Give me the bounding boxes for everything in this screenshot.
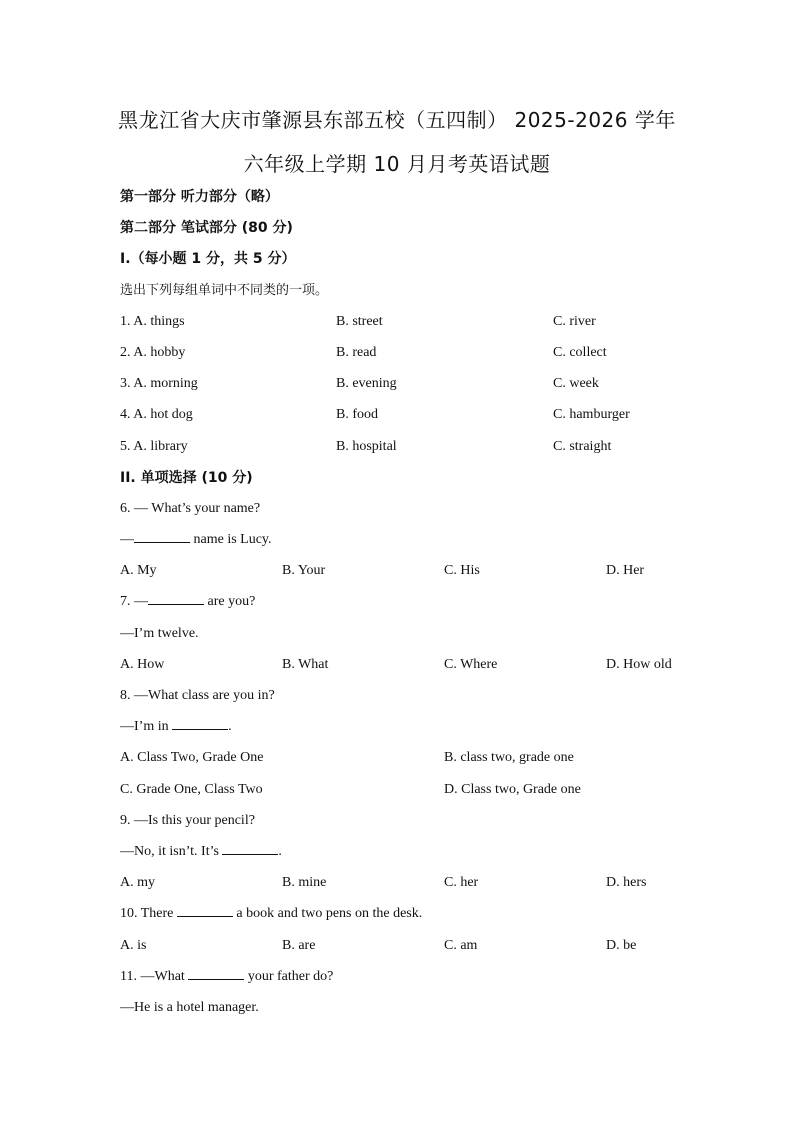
option-d: D. hers — [606, 875, 647, 891]
option-c: C. collect — [553, 344, 607, 360]
options-row — [120, 932, 680, 963]
options-row — [120, 744, 680, 775]
option-b: B. Your — [282, 563, 326, 579]
option-b: B. mine — [282, 875, 327, 891]
exam-title-line2: 六年级上学期 10 月月考英语试题 — [243, 152, 551, 176]
question-row — [120, 339, 680, 370]
option-c: C. His — [444, 563, 480, 579]
section1-heading: I.（每小题 1 分，共 5 分） — [120, 251, 296, 268]
exam-content — [120, 183, 680, 1025]
option-b: B. are — [282, 937, 316, 953]
question-row — [120, 370, 680, 401]
option-b: B. evening — [336, 376, 397, 392]
option-a: A. Class Two, Grade One — [120, 750, 264, 766]
option-d: D. Class two, Grade one — [444, 781, 581, 797]
option-a: A. My — [120, 563, 157, 579]
option-c: C. straight — [553, 438, 612, 454]
question-answer-line: — name is Lucy. — [120, 526, 680, 557]
option-b: B. hospital — [336, 438, 397, 454]
question-stem: 7. — are you? — [120, 588, 680, 619]
option-d: D. Her — [606, 563, 645, 579]
answer-blank[interactable] — [222, 840, 278, 855]
options-row — [120, 776, 680, 807]
question-row — [120, 401, 680, 432]
question-answer-line: —He is a hotel manager. — [120, 999, 259, 1015]
options-row — [120, 557, 680, 588]
answer-blank[interactable] — [172, 715, 228, 730]
option-a: A. is — [120, 937, 147, 953]
exam-title-line1: 黑龙江省大庆市肇源县东部五校（五四制） 2025-2026 学年 — [118, 108, 676, 132]
question-stem: 11. —What your father do? — [120, 963, 680, 994]
section1-instruction: 选出下列每组单词中不同类的一项。 — [120, 282, 329, 298]
question-answer-line: —I’m in . — [120, 713, 680, 744]
option-a: A. How — [120, 656, 165, 672]
option-c: C. hamburger — [553, 407, 630, 423]
question-stem: 6. — What’s your name? — [120, 500, 261, 516]
option-c: C. Grade One, Class Two — [120, 781, 263, 797]
options-row — [120, 651, 680, 682]
option-a: 4. A. hot dog — [120, 407, 193, 423]
option-c: C. river — [553, 313, 596, 329]
question-stem: 10. There a book and two pens on the desk. — [120, 900, 680, 931]
question-row — [120, 433, 680, 464]
option-b: B. class two, grade one — [444, 750, 574, 766]
option-c: C. her — [444, 875, 479, 891]
option-a: 2. A. hobby — [120, 344, 186, 360]
part1-heading: 第一部分 听力部分（略） — [120, 189, 279, 205]
answer-blank[interactable] — [188, 965, 244, 980]
question-answer-line: —I’m twelve. — [120, 625, 199, 641]
section2-heading: II. 单项选择 (10 分) — [120, 469, 253, 486]
question-stem: 9. —Is this your pencil? — [120, 812, 255, 828]
answer-blank[interactable] — [134, 528, 190, 543]
option-b: B. read — [336, 344, 377, 360]
answer-blank[interactable] — [148, 590, 204, 605]
option-d: D. How old — [606, 656, 672, 672]
options-row — [120, 869, 680, 900]
answer-blank[interactable] — [177, 902, 233, 917]
question-stem: 8. —What class are you in? — [120, 688, 275, 703]
question-row — [120, 308, 680, 339]
option-b: B. street — [336, 313, 383, 329]
option-a: 3. A. morning — [120, 376, 198, 392]
part2-heading: 第二部分 笔试部分 (80 分) — [120, 220, 293, 237]
option-a: 5. A. library — [120, 438, 188, 454]
option-c: C. am — [444, 937, 478, 953]
option-b: B. food — [336, 407, 378, 423]
option-c: C. week — [553, 376, 599, 392]
option-c: C. Where — [444, 656, 498, 672]
option-a: A. my — [120, 875, 155, 891]
option-d: D. be — [606, 937, 637, 953]
option-a: 1. A. things — [120, 313, 185, 329]
question-answer-line: —No, it isn’t. It’s . — [120, 838, 680, 869]
option-b: B. What — [282, 656, 329, 672]
